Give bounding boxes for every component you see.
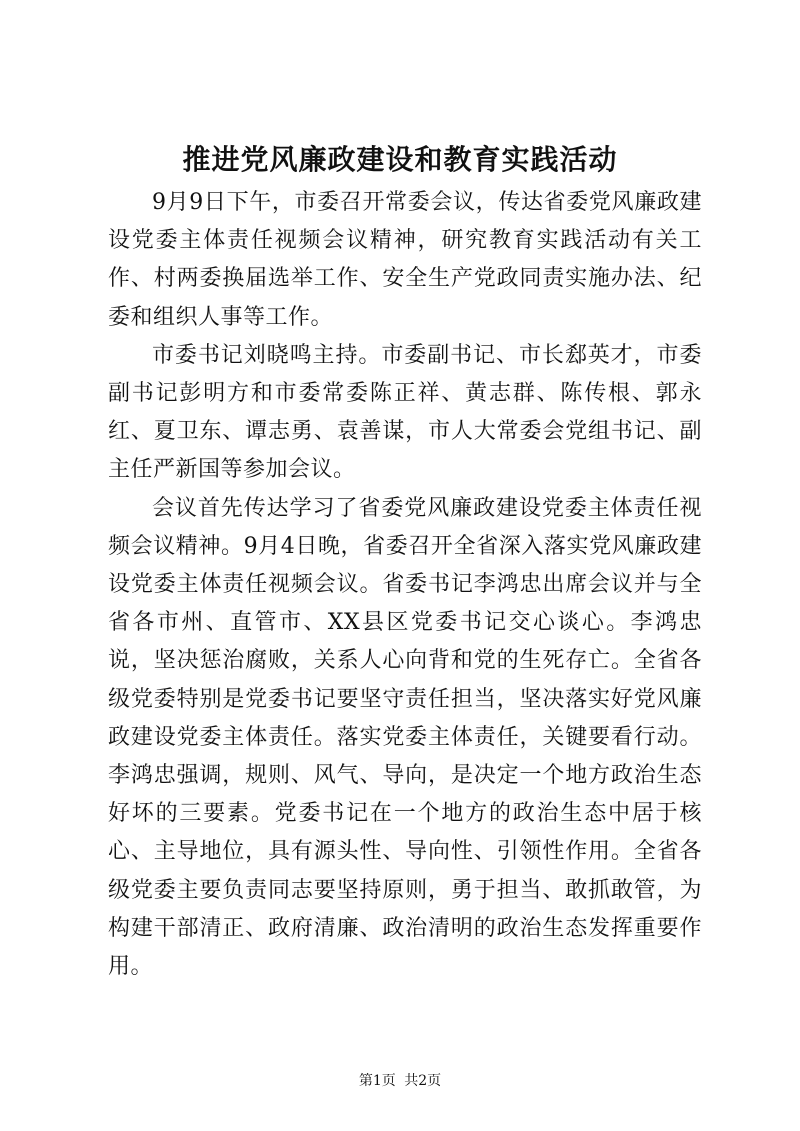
document-title: 推进党风廉政建设和教育实践活动 xyxy=(182,143,618,176)
paragraph-1: 9月9日下午，市委召开常委会议，传达省委党风廉政建设党委主体责任视频会议精神，研究教育实践活动有关工作、村两委换届选举工作、安全生产党政同责实施办法、纪委和组织人事等工作。 xyxy=(108,190,702,330)
paragraph-3: 会议首先传达学习了省委党风廉政建设党委主体责任视频会议精神。9月4日晚，省委召开全省深入落实党风廉政建设党委主体责任视频会议。省委书记李鸿忠出席会议并与全省各市州、直管市、XX县区党委书记交心谈心。李鸿忠说，坚决惩治腐败，关系人心向背和党的生死存亡。全省各级党委特别是党委书记要坚守责任担当，坚决落实好党风廉政建设党委主体责任。落实党委主体责任，关键要看行动。李鸿忠强调，规则、风气、导向，是决定一个地方政治生态好坏的三要素。党委书记在一个地方的政治生态中居于核心、主导地位，具有源头性、导向性、引领性作用。全省各级党委主要负责同志要坚持原则，勇于担当、敢抓敢管，为构建干部清正、政府清廉、政治清明的政治生态发挥重要作用。 xyxy=(108,495,702,980)
document-body xyxy=(108,184,702,986)
paragraph-2: 市委书记刘晓鸣主持。市委副书记、市长郄英才，市委副书记彭明方和市委常委陈正祥、黄志群、陈传根、郭永红、夏卫东、谭志勇、袁善谋，市人大常委会党组书记、副主任严新国等参加会议。 xyxy=(108,342,702,483)
total-pages: 共2页 xyxy=(404,1073,442,1089)
page-number: 第1页 xyxy=(358,1073,396,1089)
page-footer xyxy=(0,1071,800,1091)
